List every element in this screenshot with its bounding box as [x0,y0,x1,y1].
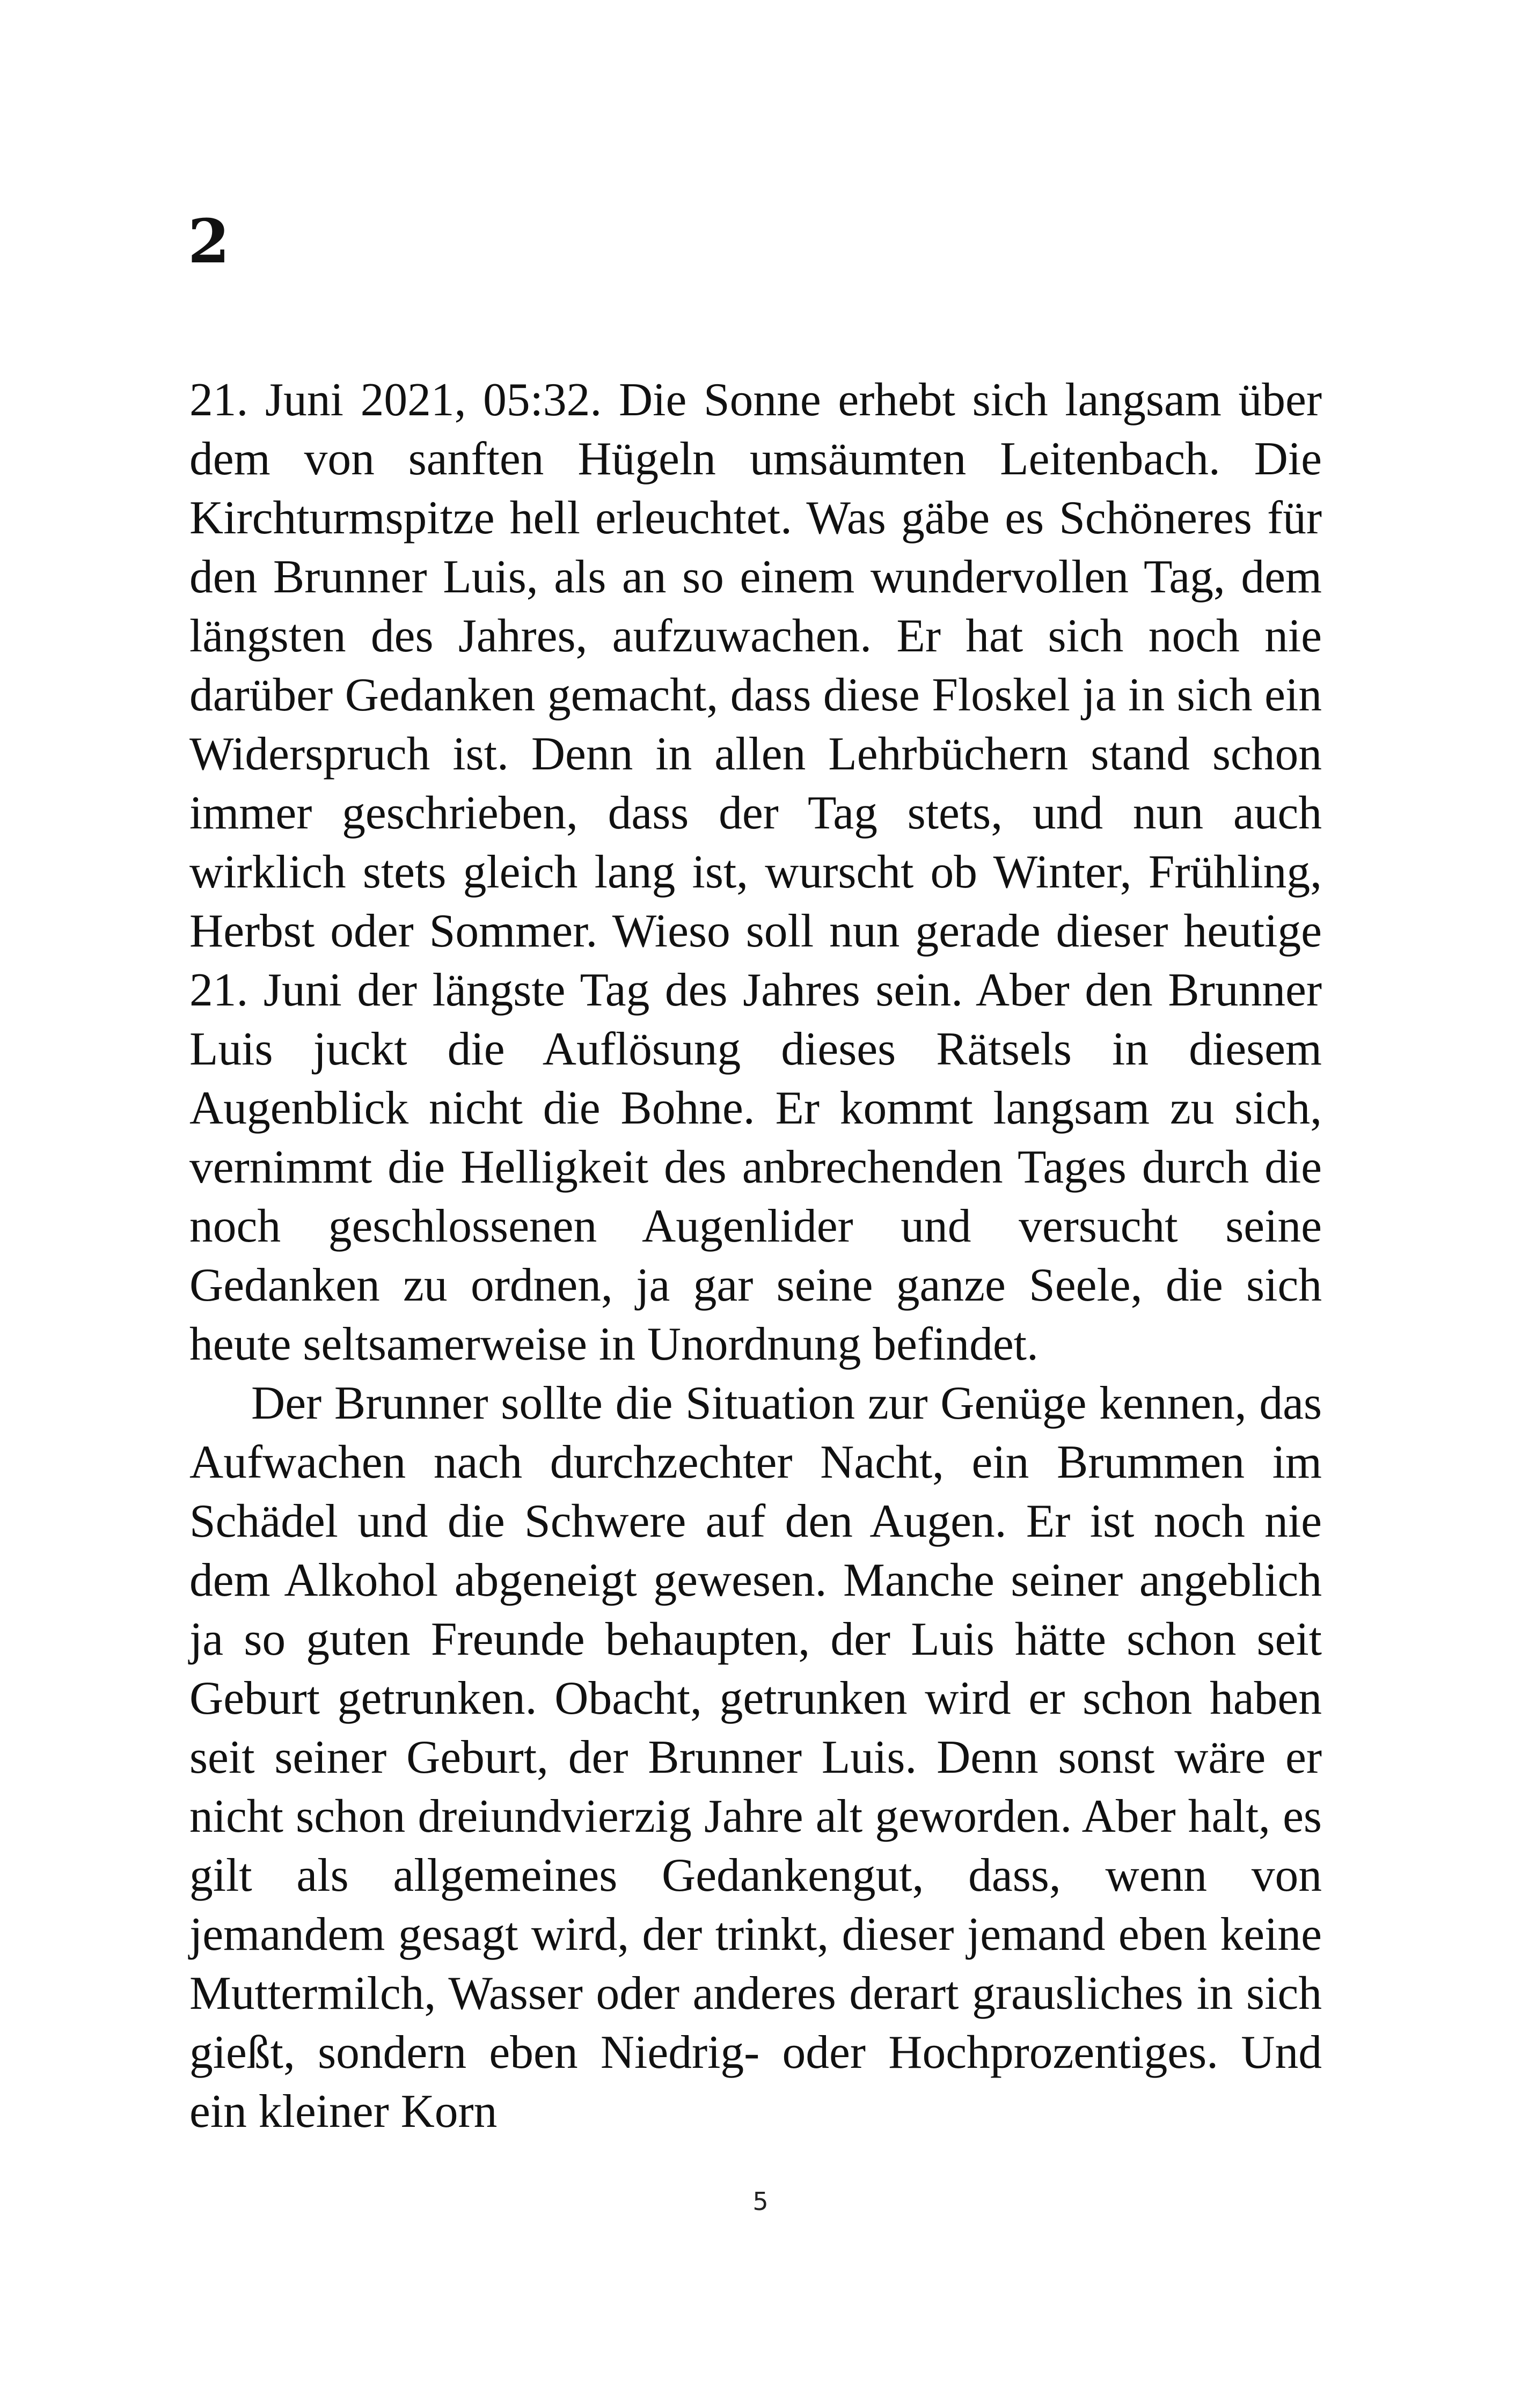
chapter-number: 2 [188,207,230,277]
page-number: 5 [752,2187,769,2216]
paragraph-2: Der Brunner sollte die Situation zur Genüge kennen, das Aufwachen nach durchzechter Nacht, ein Brummen im Schädel und die Schwere auf den Augen. Er ist noch nie dem Alkohol abgeneigt gewesen. Manche seiner angeblich ja so guten Freunde behaupten, der Luis hätte schon seit Geburt getrunken. Obacht, getrunken wird er schon haben seit seiner Geburt, der Brunner Luis. Denn sonst wäre er nicht schon dreiundvierzig Jahre alt geworden. Aber halt, es gilt als allgemeines Gedankengut, dass, wenn von jemandem gesagt wird, der trinkt, dieser jemand eben keine Muttermilch, Wasser oder anderes derart grausliches in sich gießt, sondern eben Niedrig- oder Hochprozentiges. Und ein kleiner Korn [189,1377,1322,2137]
chapter-body [189,370,1322,2141]
paragraph-1: 21. Juni 2021, 05:32. Die Sonne erhebt sich langsam über dem von sanften Hügeln umsäumten Leitenbach. Die Kirchturmspitze hell erleuchtet. Was gäbe es Schöneres für den Brunner Luis, als an so einem wundervollen Tag, dem längsten des Jahres, aufzuwachen. Er hat sich noch nie darüber Gedanken gemacht, dass diese Floskel ja in sich ein Widerspruch ist. Denn in allen Lehrbüchern stand schon immer geschrieben, dass der Tag stets, und nun auch wirklich stets gleich lang ist, wurscht ob Winter, Frühling, Herbst oder Sommer. Wieso soll nun gerade dieser heutige 21. Juni der längste Tag des Jahres sein. Aber den Brunner Luis juckt die Auflösung dieses Rätsels in diesem Augenblick nicht die Bohne. Er kommt langsam zu sich, vernimmt die Helligkeit des anbrechenden Tages durch die noch geschlossenen Augenlider und versucht seine Gedanken zu ordnen, ja gar seine ganze Seele, die sich heute seltsamerweise in Unordnung befindet. [189,373,1322,1370]
